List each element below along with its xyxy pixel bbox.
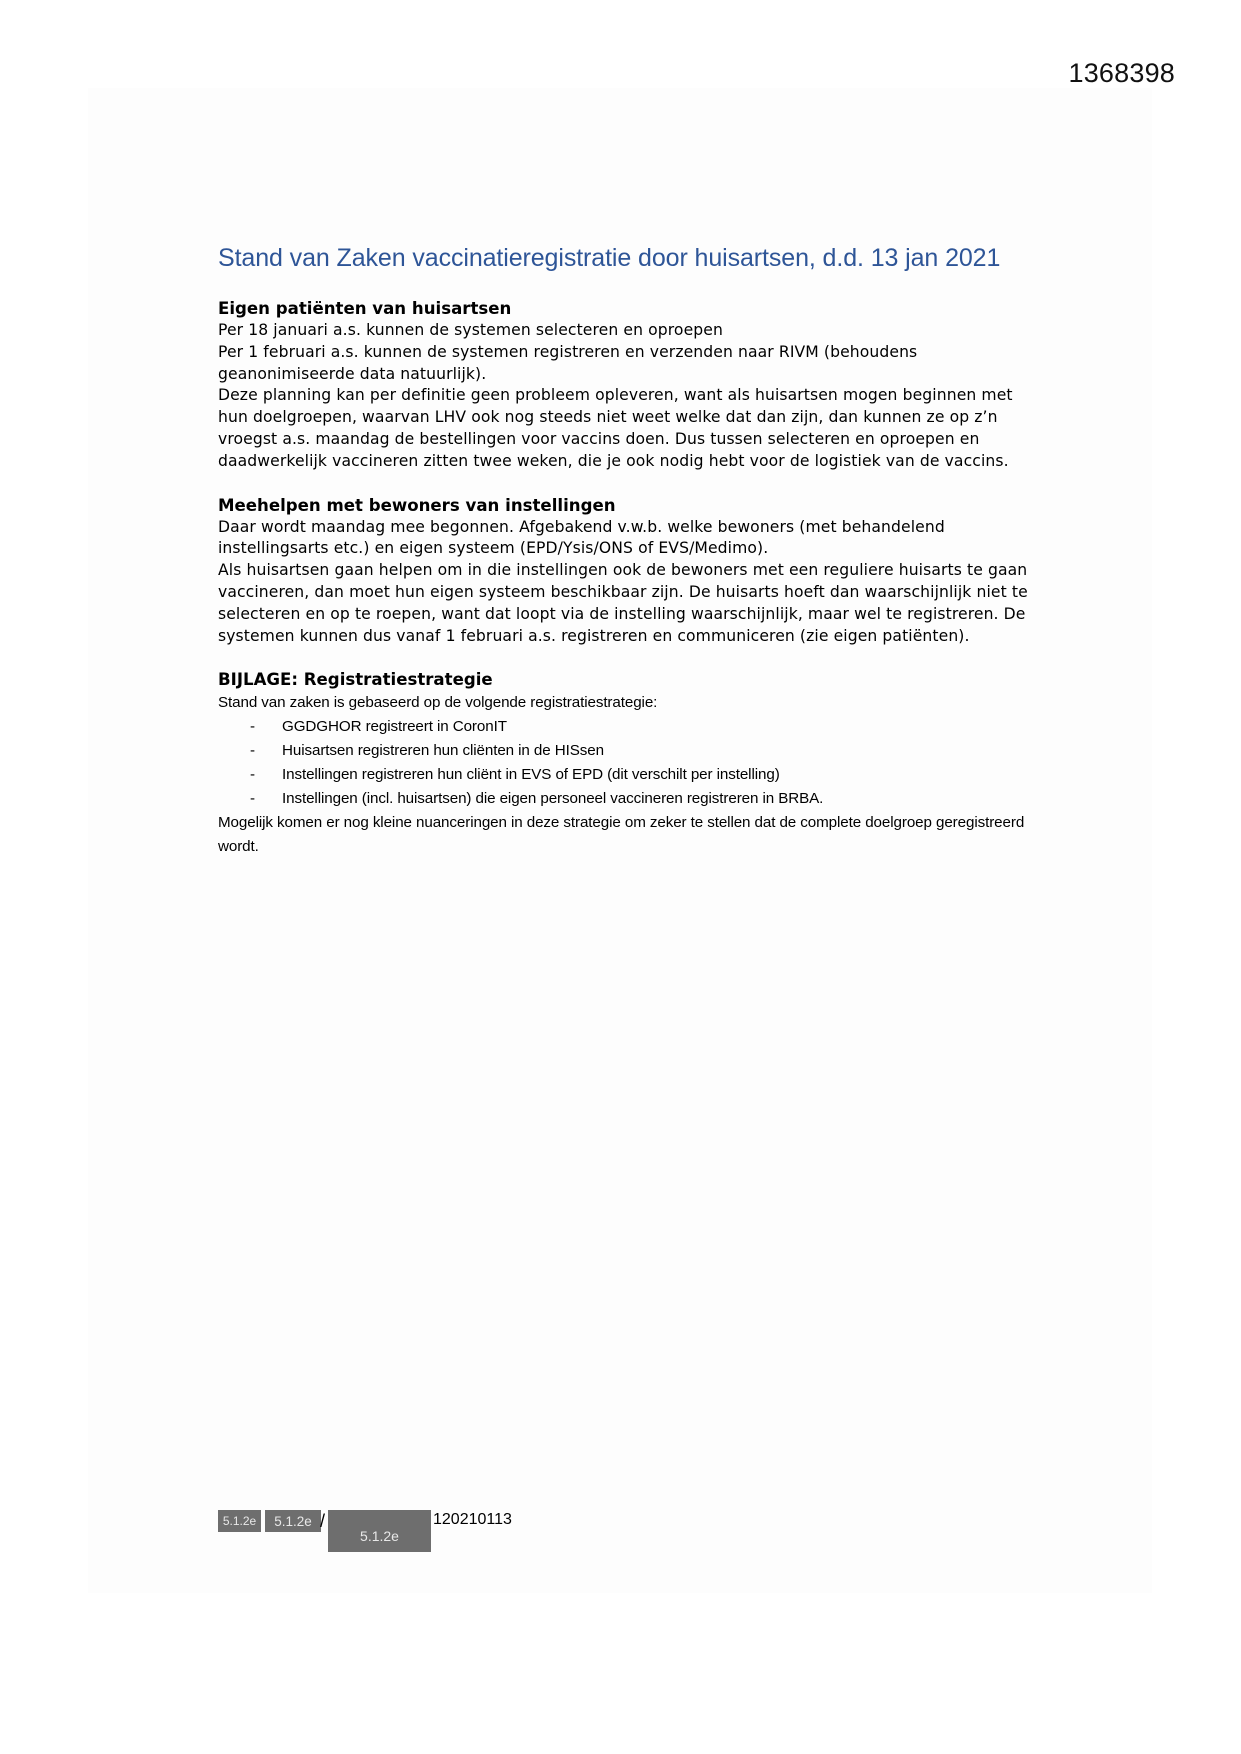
list-item: - Instellingen (incl. huisartsen) die eigen personeel vaccineren registreren in BRBA. — [218, 787, 1038, 811]
section-eigen-patienten — [218, 298, 1038, 473]
section-heading: Eigen patiënten van huisartsen — [218, 299, 512, 318]
section-meehelpen-bewoners — [218, 495, 1038, 648]
redaction-box: 5.1.2e — [265, 1510, 321, 1532]
paragraph: Daar wordt maandag mee begonnen. Afgebakend v.w.b. welke bewoners (met behandelend instellingsarts etc.) en eigen systeem (EPD/Ysis/ONS of EVS/Medimo). — [218, 517, 945, 558]
redaction-box: 5.1.2e — [328, 1510, 431, 1552]
bijlage-closing: Mogelijk komen er nog kleine nuanceringen in deze strategie om zeker te stellen dat de complete doelgroep geregistreerd wordt. — [218, 814, 1025, 856]
document-title: Stand van Zaken vaccinatieregistratie door huisartsen, d.d. 13 jan 2021 — [218, 244, 1001, 272]
dash-bullet-icon: - — [250, 766, 255, 784]
footer-separator: / — [320, 1511, 326, 1531]
paragraph: Per 1 februari a.s. kunnen de systemen registreren en verzenden naar RIVM (behoudens geanonimiseerde data natuurlijk). — [218, 342, 918, 383]
footer-date-code: 120210113 — [433, 1511, 512, 1528]
section-heading: Meehelpen met bewoners van instellingen — [218, 495, 616, 515]
document-id: 1368398 — [1068, 58, 1175, 88]
dash-bullet-icon: - — [250, 718, 255, 736]
redaction-box: 5.1.2e — [218, 1510, 261, 1532]
document-body — [218, 241, 1038, 881]
paragraph: Per 18 januari a.s. kunnen de systemen selecteren en oproepen — [218, 321, 723, 339]
list-item: - Instellingen registreren hun cliënt in EVS of EPD (dit verschilt per instelling) — [218, 763, 1038, 787]
dash-bullet-icon: - — [250, 790, 255, 808]
list-item: - Huisartsen registreren hun cliënten in de HISsen — [218, 739, 1038, 763]
section-heading: BIJLAGE: Registratiestrategie — [218, 670, 493, 690]
paragraph: Deze planning kan per definitie geen probleem opleveren, want als huisartsen mogen beginnen met hun doelgroepen, waarvan LHV ook nog steeds niet weet welke dat dan zijn, dan kunnen ze op z’n vroegst a.s. maandag de bestellingen voor vaccins doen. Dus tussen selecteren en oproepen en daadwerkelijk vaccineren zitten twee weken, die je ook nodig hebt voor de logistiek van de vaccins. — [218, 386, 1013, 470]
list-item: - GGDGHOR registreert in CoronIT — [218, 715, 1038, 739]
paragraph: Als huisartsen gaan helpen om in die instellingen ook de bewoners met een reguliere huisarts te gaan vaccineren, dan moet hun eigen systeem beschikbaar zijn. De huisarts hoeft dan waarschijnlijk niet te selecteren en op te roepen, want dat loopt via de instelling waarschijnlijk, maar wel te registreren. De systemen kunnen dus vanaf 1 februari a.s. registreren en communiceren (zie eigen patiënten). — [218, 561, 1028, 645]
bijlage-intro: Stand van zaken is gebaseerd op de volgende registratiestrategie: — [218, 694, 658, 712]
section-bijlage — [218, 669, 1038, 859]
dash-bullet-icon: - — [250, 742, 255, 760]
strategy-list — [218, 715, 1038, 811]
